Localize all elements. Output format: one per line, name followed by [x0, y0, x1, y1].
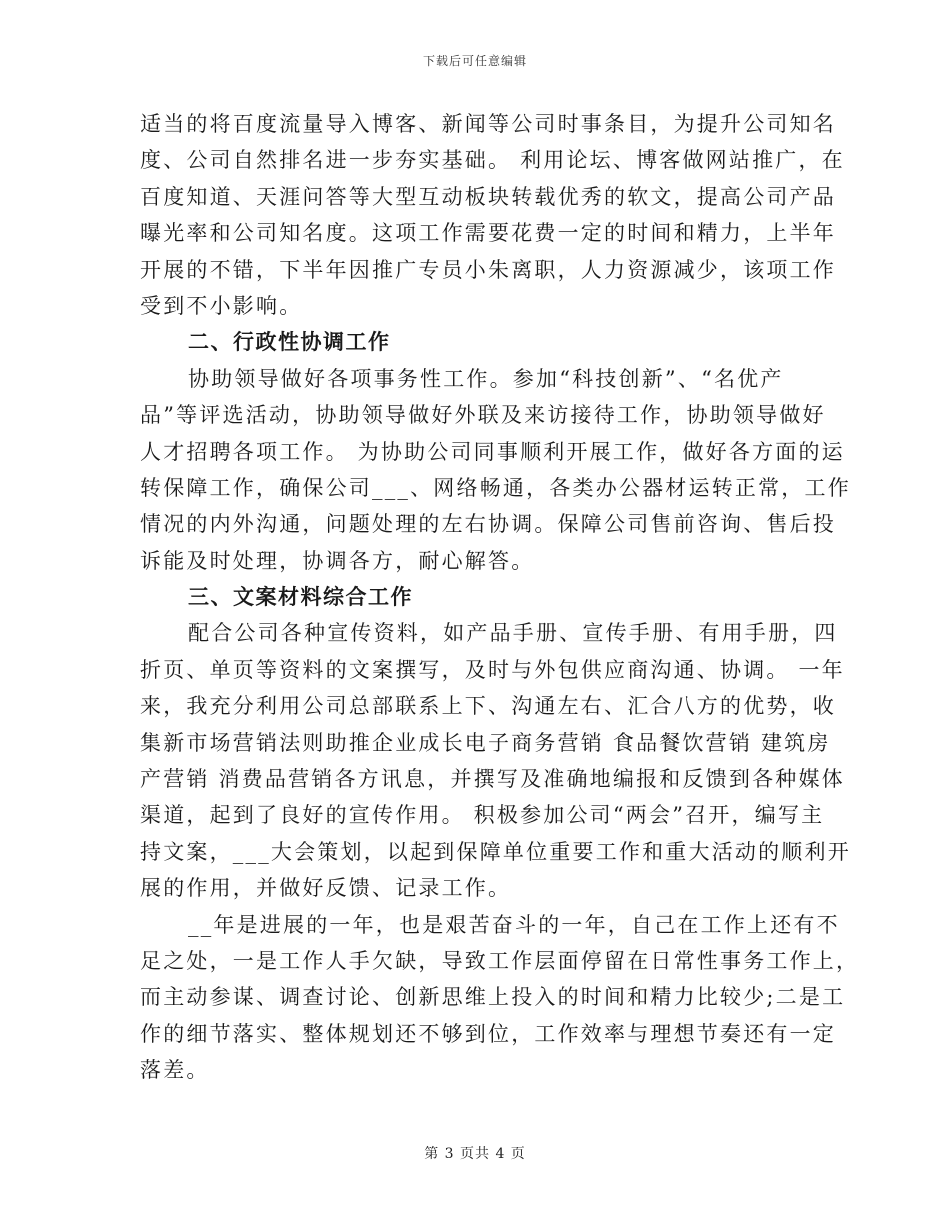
text-line: 诉能及时处理，协调各方，耐心解答。 [140, 548, 535, 573]
text-line: 持文案，___大会策划，以起到保障单位重要工作和重大活动的顺利开 [140, 839, 851, 864]
page-number-footer: 第 3 页共 4 页 [424, 1146, 526, 1162]
text-line: 折页、单页等资料的文案撰写，及时与外包供应商沟通、协调。 一年 [140, 657, 845, 682]
text-line: 作的细节落实、整体规划还不够到位，工作效率与理想节奏还有一定 [140, 1021, 836, 1046]
text-line: 足之处，一是工作人手欠缺，导致工作层面停留在日常性事务工作上， [140, 948, 860, 973]
text-line: 百度知道、天涯问答等大型互动板块转载优秀的软文，提高公司产品 [140, 184, 836, 209]
document-body [140, 106, 860, 1089]
text-line: 情况的内外沟通，问题处理的左右协调。保障公司售前咨询、售后投 [140, 512, 836, 537]
text-line: 适当的将百度流量导入博客、新闻等公司时事条目，为提升公司知名 [140, 112, 836, 136]
text-line: 集新市场营销法则助推企业成长电子商务营销 食品餐饮营销 建筑房 [140, 730, 831, 755]
text-line: 开展的不错，下半年因推广专员小朱离职，人力资源减少，该项工作 [140, 257, 836, 282]
paragraph-first-line: 协助领导做好各项事务性工作。参加“科技创新”、“名优产 [188, 366, 784, 391]
paragraph-first-line: __年是进展的一年，也是艰苦奋斗的一年，自己在工作上还有不 [188, 912, 840, 937]
text-line: 渠道，起到了良好的宣传作用。 积极参加公司“两会”召开，编写主 [140, 803, 825, 828]
section-heading: 二、行政性协调工作 [188, 329, 391, 355]
text-line: 曝光率和公司知名度。这项工作需要花费一定的时间和精力，上半年 [140, 221, 836, 246]
text-line: 品”等评选活动，协助领导做好外联及来访接待工作，协助领导做好 [140, 403, 826, 428]
text-line: 度、公司自然排名进一步夯实基础。 利用论坛、博客做网站推广，在 [140, 148, 845, 173]
text-line: 来，我充分利用公司总部联系上下、沟通左右、汇合八方的优势，收 [140, 694, 836, 719]
text-line: 展的作用，并做好反馈、记录工作。 [140, 876, 512, 901]
paragraph-first-line: 配合公司各种宣传资料，如产品手册、宣传手册、有用手册，四 [188, 621, 838, 646]
page-header: 下载后可任意编辑 [422, 54, 527, 68]
text-line: 转保障工作，确保公司___、网络畅通，各类办公器材运转正常，工作 [140, 475, 851, 500]
text-line: 落差。 [140, 1058, 210, 1083]
text-line: 受到不小影响。 [140, 293, 303, 318]
text-line: 产营销 消费品营销各方讯息，并撰写及准确地编报和反馈到各种媒体 [140, 767, 845, 792]
text-line: 人才招聘各项工作。 为协助公司同事顺利开展工作，做好各方面的运 [140, 439, 845, 464]
section-heading: 三、文案材料综合工作 [188, 584, 413, 610]
text-line: 而主动参谋、调查讨论、创新思维上投入的时间和精力比较少;二是工 [140, 985, 846, 1010]
